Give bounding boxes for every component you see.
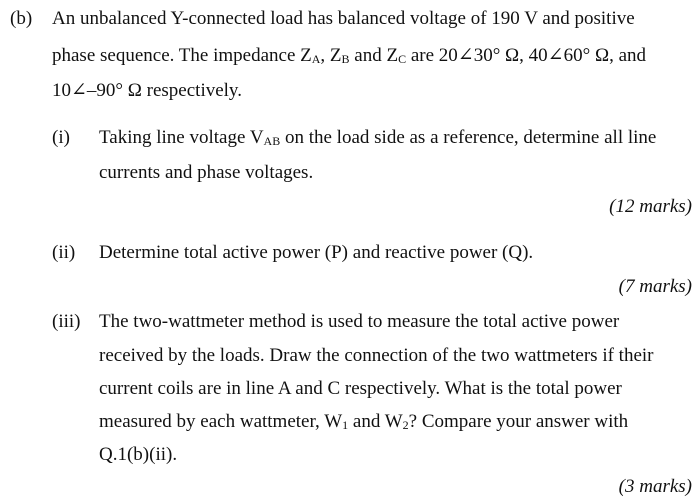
part-ii-marks: (7 marks) (618, 276, 692, 297)
part-i-line-1: Taking line voltage $V_{AB}$ on the load side as a reference, determine all line (99, 127, 657, 148)
intro-line-2: phase sequence. The impedance $Z_A$, $Z_B$ and $Z_C$ are 20∠30° Ω, 40∠60° Ω, and (52, 45, 646, 66)
part-iii-line-1: The two-wattmeter method is used to measure the total active power (99, 311, 620, 332)
intro-line-1: An unbalanced Y-connected load has balanced voltage of 190 V and positive (52, 8, 635, 29)
part-iii-line-3: current coils are in line A and C respectively. What is the total power (99, 378, 622, 399)
part-iii-label: (iii) (52, 311, 81, 332)
part-ii-line-1: Determine total active power (P) and reactive power (Q). (99, 242, 534, 263)
part-i-label: (i) (52, 127, 70, 148)
question-label: (b) (10, 8, 33, 29)
part-i-marks: (12 marks) (609, 196, 692, 217)
part-i-line-2: currents and phase voltages. (99, 162, 314, 183)
part-iii-line-4: measured by each wattmeter, $W_1$ and $W_2$? Compare your answer with (99, 411, 629, 432)
part-iii-line-2: received by the loads. Draw the connection of the two wattmeters if their (99, 345, 654, 366)
part-ii-label: (ii) (52, 242, 76, 263)
intro-line-3: 10∠–90° Ω respectively. (52, 80, 242, 101)
part-iii-line-5: Q.1(b)(ii). (99, 444, 178, 465)
part-iii-marks: (3 marks) (618, 476, 692, 497)
